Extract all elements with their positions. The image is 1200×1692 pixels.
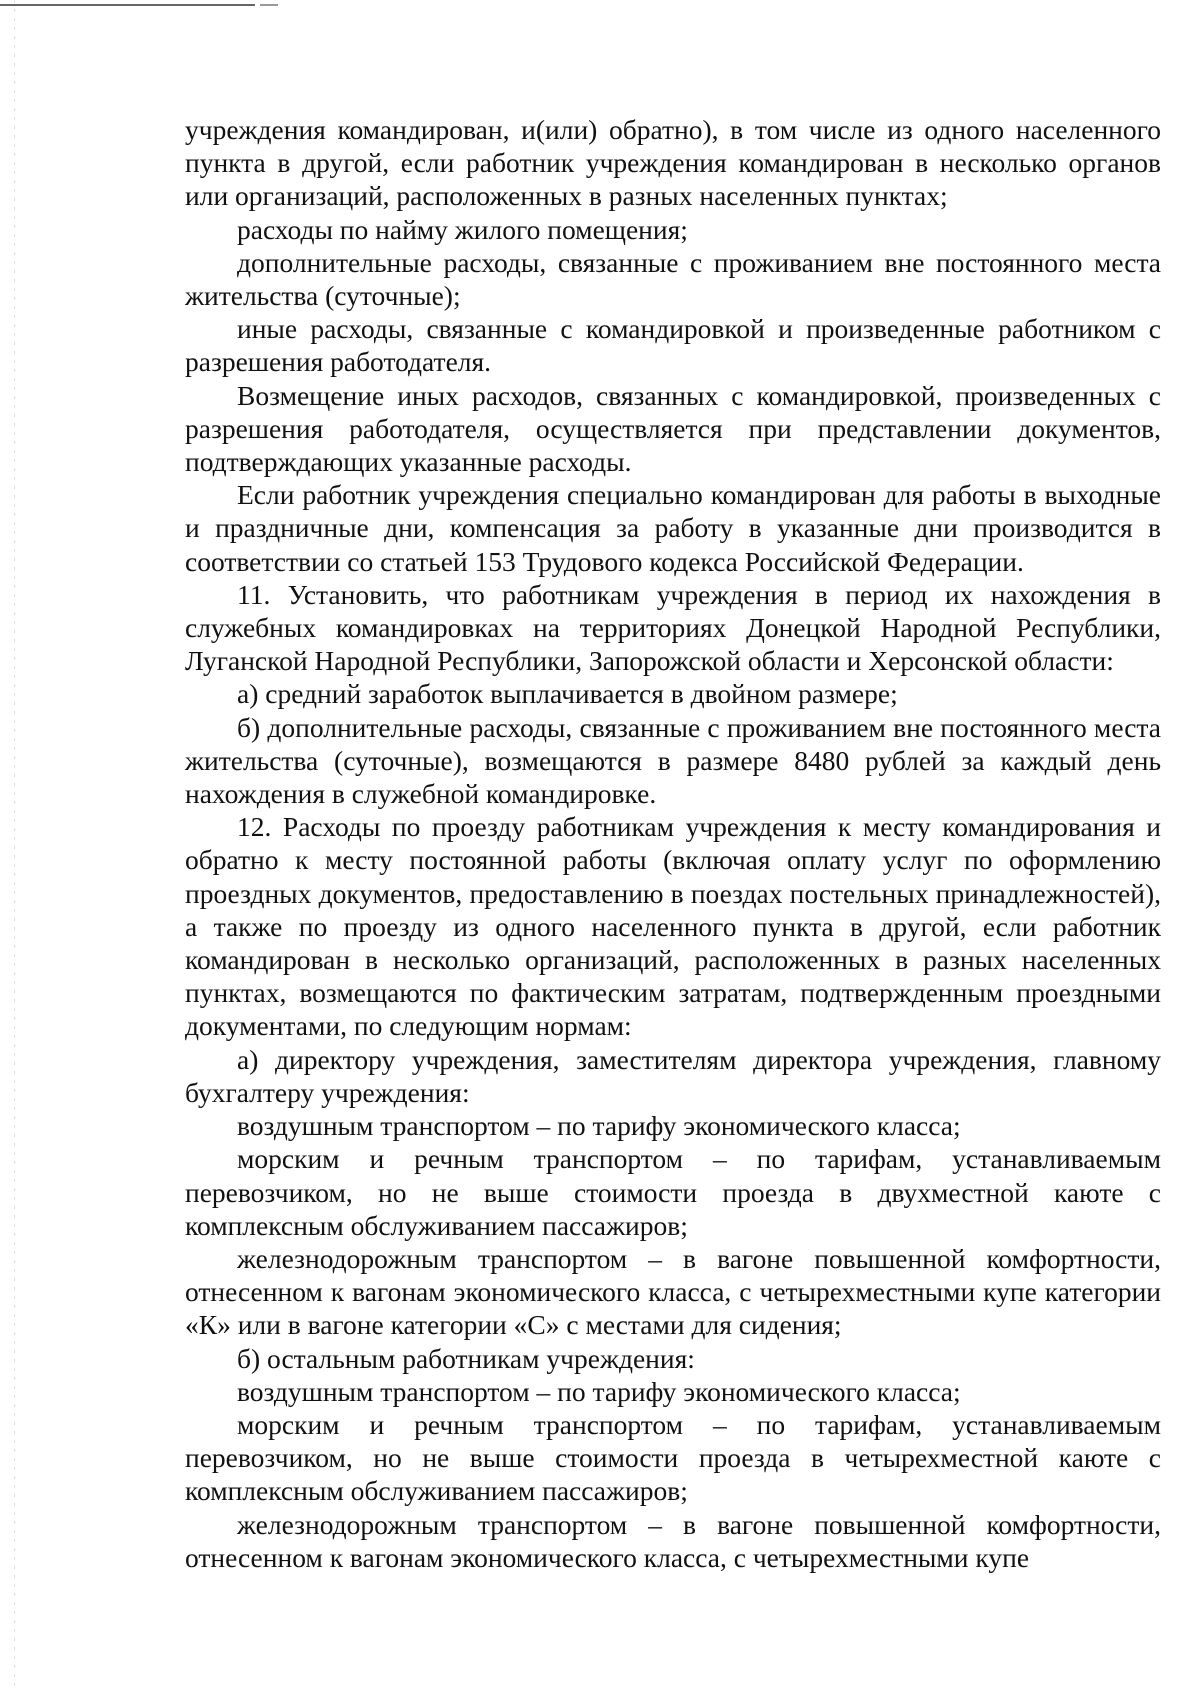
scan-artifact-edge — [14, 0, 15, 1692]
paragraph-subitem-b: б) дополнительные расходы, связанные с проживанием вне постоянного места жительства (суточные), возмещаются в размере 8480 рублей за каждый день нахождения в служебной командировке. — [185, 711, 1161, 810]
paragraph: морским и речным транспортом – по тарифам, устанавливаемым перевозчиком, но не выше стоимости проезда в четырехместной каюте с комплексным обслуживанием пассажиров; — [185, 1408, 1161, 1507]
paragraph: Если работник учреждения специально командирован для работы в выходные и праздничные дни, компенсация за работу в указанные дни производится в соответствии со статьей 153 Трудового кодекса Российской Федерации. — [185, 479, 1161, 577]
paragraph: дополнительные расходы, связанные с проживанием вне постоянного места жительства (суточные); — [185, 246, 1161, 312]
paragraph: Возмещение иных расходов, связанных с командировкой, произведенных с разрешения работодателя, осуществляется при представлении документов, подтверждающих указанные расходы. — [185, 379, 1161, 478]
paragraph: расходы по найму жилого помещения; — [237, 213, 688, 245]
paragraph-subitem-b: б) остальным работникам учреждения: — [237, 1342, 695, 1374]
paragraph: воздушным транспортом – по тарифу экономического класса; — [237, 1110, 961, 1142]
document-body — [185, 113, 1161, 1574]
paragraph-subitem-a: а) средний заработок выплачивается в двойном размере; — [237, 678, 898, 710]
paragraph: железнодорожным транспортом – в вагоне повышенной комфортности, отнесенном к вагонам экономического класса, с четырехместными купе категории «К» или в вагоне категории «С» с местами для сидения; — [185, 1242, 1161, 1341]
paragraph-item-12: 12. Расходы по проезду работникам учреждения к месту командирования и обратно к месту постоянной работы (включая оплату услуг по оформлению проездных документов, предоставлению в поездах постельных принадлежностей), а также по проезду из одного населенного пункта в другой, если работник командирован в несколько организаций, расположенных в разных населенных пунктах, возмещаются по фактическим затратам, подтвержденным проездными документами, по следующим нормам: — [185, 811, 1161, 1042]
paragraph-subitem-a: а) директору учреждения, заместителям директора учреждения, главному бухгалтеру учреждения: — [185, 1043, 1161, 1108]
paragraph: морским и речным транспортом – по тарифам, устанавливаемым перевозчиком, но не выше стоимости проезда в двухместной каюте с комплексным обслуживанием пассажиров; — [185, 1143, 1161, 1241]
scan-artifact-line — [260, 4, 278, 6]
paragraph: иные расходы, связанные с командировкой и произведенные работником с разрешения работодателя. — [185, 313, 1161, 378]
scan-artifact-line — [0, 4, 255, 6]
paragraph: воздушным транспортом – по тарифу экономического класса; — [237, 1375, 961, 1407]
paragraph-continuation: учреждения командирован, и(или) обратно), в том числе из одного населенного пункта в другой, если работник учреждения командирован в несколько органов или организаций, расположенных в разных населенных пунктах; — [185, 114, 1161, 212]
paragraph-item-11: 11. Установить, что работникам учреждения в период их нахождения в служебных командировках на территориях Донецкой Народной Республики, Луганской Народной Республики, Запорожской области и Херсонской области: — [185, 578, 1161, 677]
paragraph: железнодорожным транспортом – в вагоне повышенной комфортности, отнесенном к вагонам экономического класса, с четырехместными купе — [185, 1508, 1161, 1573]
